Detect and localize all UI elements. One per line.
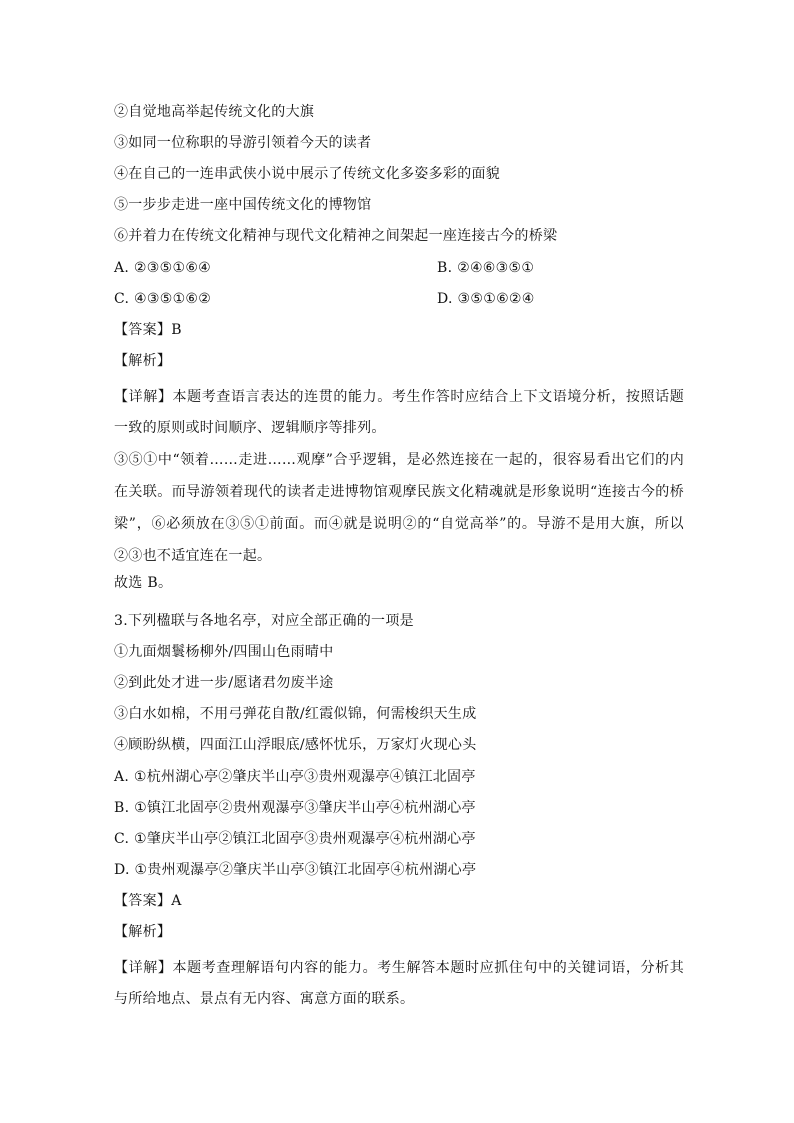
q3-answer-line (114, 891, 182, 911)
conclusion: 故选 B。 (114, 575, 173, 591)
option-c: C. ④③⑤①⑥② (114, 291, 212, 307)
q3-option-c: C. ①肇庆半山亭②镇江北固亭③贵州观瀑亭④杭州湖心亭 (114, 831, 476, 847)
couplet-2: ②到此处才进一步/愿诸君勿废半途 (114, 675, 334, 691)
couplet-4: ④顾盼纵横，四面江山浮眼底/感怀忧乐，万家灯火现心头 (114, 737, 477, 753)
q3-detail-label: 【详解】 (114, 960, 173, 976)
q3-answer-label: 【答案】 (114, 893, 172, 909)
option-b: B. ②④⑥③⑤① (437, 260, 535, 276)
q3-option-a: A. ①杭州湖心亭②肇庆半山亭③贵州观瀑亭④镇江北固亭 (114, 769, 476, 785)
question-3-title: 3.下列楹联与各地名亭，对应全部正确的一项是 (114, 613, 414, 629)
couplet-1: ①九面烟鬟杨柳外/四围山色雨晴中 (114, 644, 334, 660)
statement-2: ②自觉地高举起传统文化的大旗 (114, 104, 315, 120)
answer-value: B (171, 322, 182, 338)
answer-label: 【答案】 (114, 322, 172, 338)
option-a: A. ②③⑤①⑥④ (114, 260, 212, 276)
detail-paragraph (114, 382, 684, 444)
statement-6: ⑥并着力在传统文化精神与现代文化精神之间架起一座连接古今的桥梁 (114, 228, 558, 244)
option-d: D. ③⑤①⑥②④ (437, 291, 535, 307)
detail-label: 【详解】 (114, 389, 173, 405)
analysis-label: 【解析】 (114, 353, 172, 369)
statement-4: ④在自己的一连串武侠小说中展示了传统文化多姿多彩的面貌 (114, 166, 501, 182)
answer-line (114, 320, 182, 340)
detail-text: 本题考查语言表达的连贯的能力。考生作答时应结合上下文语境分析，按照话题一致的原则或时间顺序、逻辑顺序等排列。 (114, 389, 684, 436)
q3-option-b: B. ①镇江北固亭②贵州观瀑亭③肇庆半山亭④杭州湖心亭 (114, 800, 476, 816)
q3-detail-text: 本题考查理解语句内容的能力。考生解答本题时应抓住句中的关键词语，分析其与所给地点、景点有无内容、寓意方面的联系。 (114, 960, 684, 1007)
q3-option-d: D. ①贵州观瀑亭②肇庆半山亭③镇江北固亭④杭州湖心亭 (114, 862, 477, 878)
statement-3: ③如同一位称职的导游引领着今天的读者 (114, 135, 372, 151)
q3-detail-paragraph (114, 953, 684, 1015)
q3-analysis-label: 【解析】 (114, 924, 172, 940)
explanation-paragraph: ③⑤①中“领着……走进……观摩”合乎逻辑，是必然连接在一起的，很容易看出它们的内在关联。而导游领着现代的读者走进博物馆观摩民族文化精魂就是形象说明“连接古今的桥梁”，⑥必须放在③⑤①前面。而④就是说明②的“自觉高举”的。导游不是用大旗，所以②③也不适宜连在一起。 (114, 452, 684, 564)
q3-answer-value: A (171, 893, 182, 909)
statement-5: ⑤一步步走进一座中国传统文化的博物馆 (114, 197, 372, 213)
couplet-3: ③白水如棉，不用弓弹花自散/红霞似锦，何需梭织天生成 (114, 706, 477, 722)
